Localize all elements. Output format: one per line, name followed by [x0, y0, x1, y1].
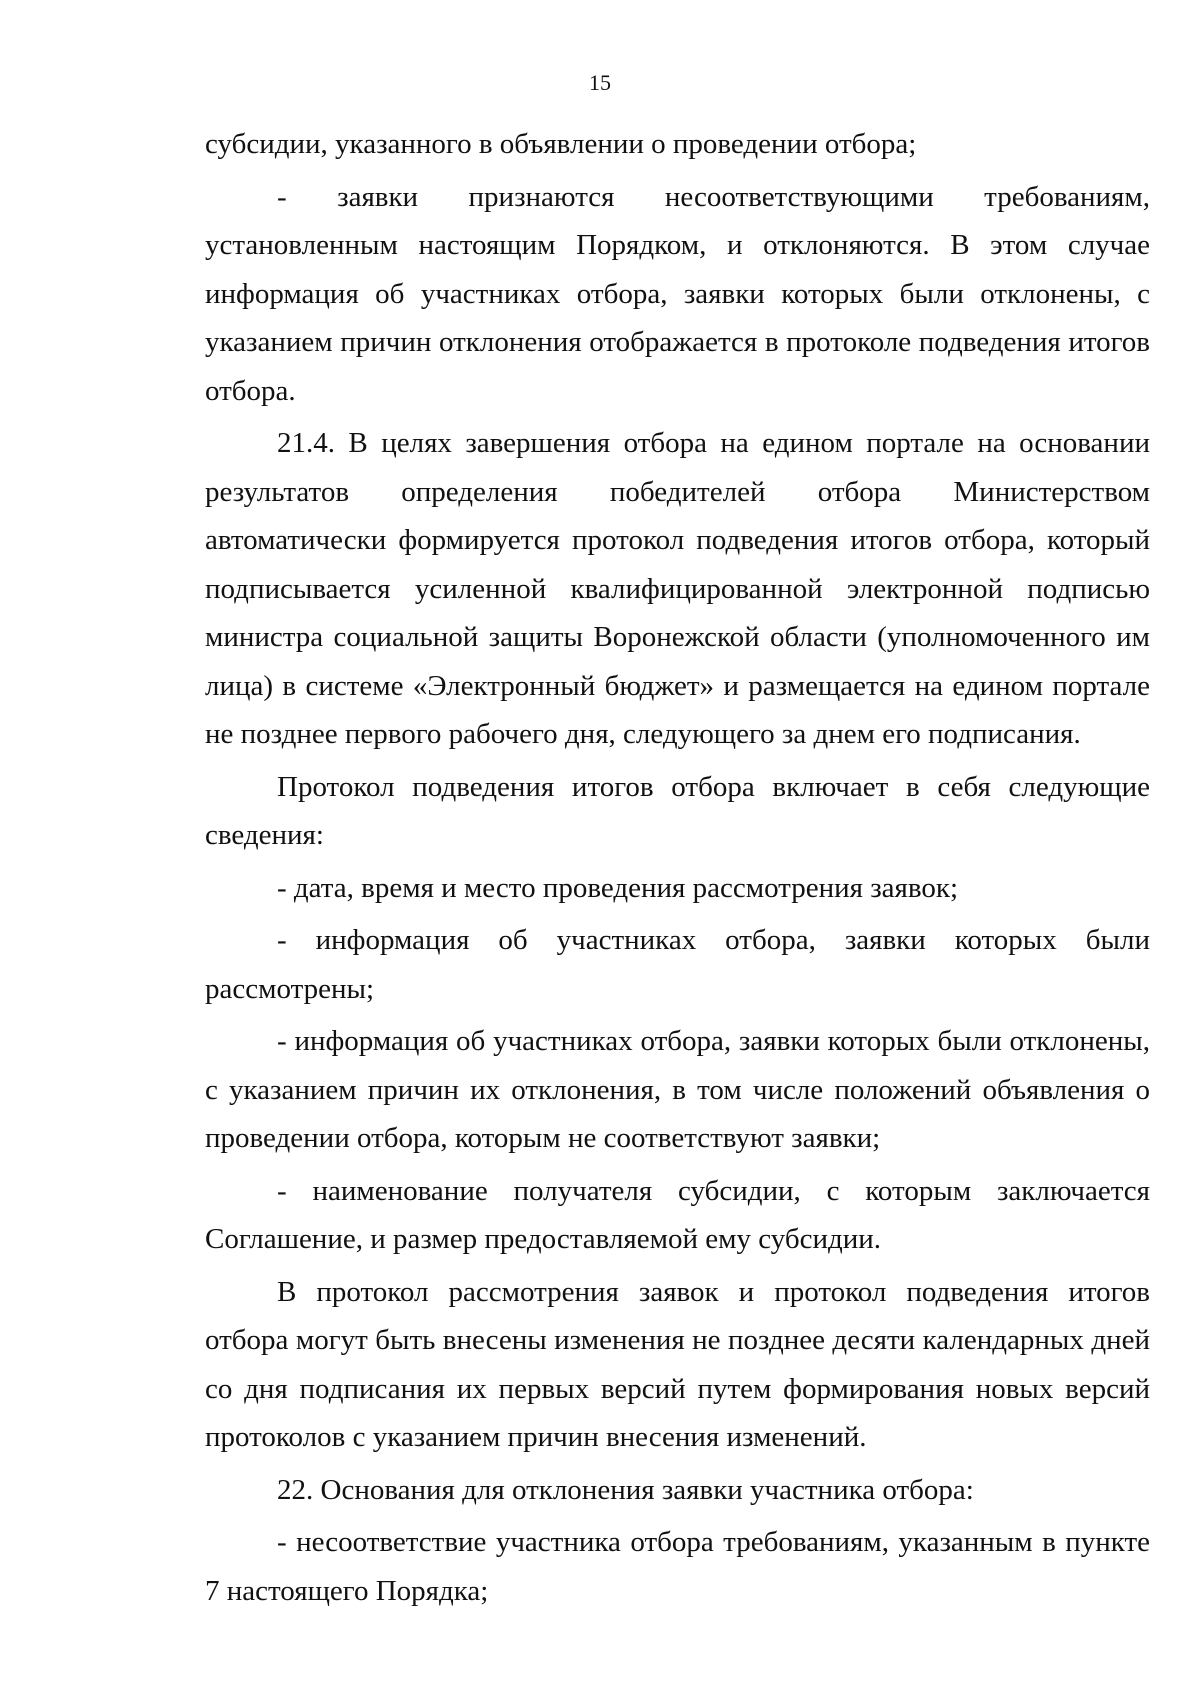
paragraph: В протокол рассмотрения заявок и протокол подведения итогов отбора могут быть внесены изменения не позднее десяти календарных дней со дня подписания их первых версий путем формирования новых версий протоколов с указанием причин внесения изменений. [205, 1275, 1150, 1453]
paragraph: 21.4. В целях завершения отбора на едином портале на основании результатов определения победителей отбора Министерством автоматически формируется протокол подведения итогов отбора, который подписывается усиленной квалифицированной электронной подписью министра социальной защиты Воронежской области (уполномоченного им лица) в системе «Электронный бюджет» и размещается на едином портале не позднее первого рабочего дня, следующего за днем его подписания. [205, 427, 1150, 750]
page-number: 15 [589, 70, 611, 95]
paragraph: субсидии, указанного в объявлении о проведении отбора; [205, 128, 917, 160]
list-item: - информация об участниках отбора, заявки которых были отклонены, с указанием причин их отклонения, в том числе положений объявления о проведении отбора, которым не соответствуют заявки; [205, 1025, 1150, 1154]
list-item: - информация об участниках отбора, заявки которых были рассмотрены; [205, 924, 1150, 1005]
paragraph: - заявки признаются несоответствующими требованиям, установленным настоящим Порядком, и отклоняются. В этом случае информация об участниках отбора, заявки которых были отклонены, с указанием причин отклонения отображается в протоколе подведения итогов отбора. [205, 180, 1150, 407]
list-item: - наименование получателя субсидии, с которым заключается Соглашение, и размер предоставляемой ему субсидии. [205, 1174, 1150, 1255]
list-item: - несоответствие участника отбора требованиям, указанным в пункте 7 настоящего Порядка; [205, 1526, 1150, 1607]
document-body [205, 120, 1150, 1615]
section-heading: 22. Основания для отклонения заявки участника отбора: [277, 1473, 974, 1506]
list-item: - дата, время и место проведения рассмотрения заявок; [277, 871, 959, 904]
paragraph: Протокол подведения итогов отбора включает в себя следующие сведения: [205, 770, 1150, 851]
